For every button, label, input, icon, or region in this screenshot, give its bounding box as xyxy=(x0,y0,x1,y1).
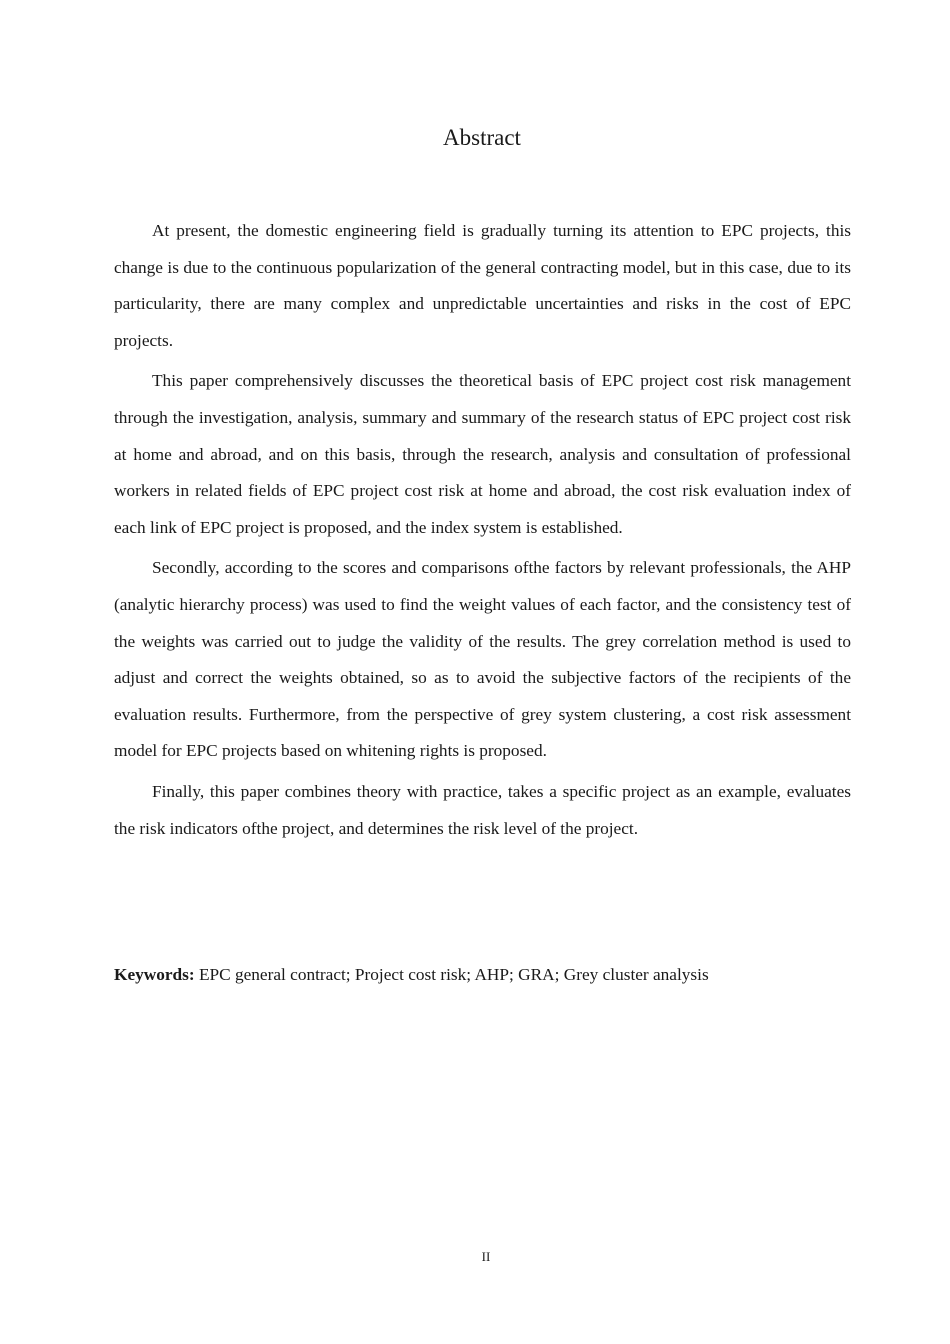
page-number: II xyxy=(481,1249,491,1264)
abstract-paragraph-1: At present, the domestic engineering field is gradually turning its attention to EPC projects, this change is due to the continuous popularization of the general contracting model, but in this case, due to its particularity, there are many complex and unpredictable uncertainties and risks in the cost of EPC projects. xyxy=(114,221,851,350)
abstract-title: Abstract xyxy=(443,125,521,150)
abstract-paragraph-3: Secondly, according to the scores and comparisons ofthe factors by relevant professionals, the AHP (analytic hierarchy process) was used to find the weight values of each factor, and the consistency test of the weights was carried out to judge the validity of the results. The grey correlation method is used to adjust and correct the weights obtained, so as to avoid the subjective factors of the recipients of the evaluation results. Furthermore, from the perspective of grey system clustering, a cost risk assessment model for EPC projects based on whitening rights is proposed. xyxy=(114,558,851,761)
abstract-paragraph-2: This paper comprehensively discusses the theoretical basis of EPC project cost risk management through the investigation, analysis, summary and summary of the research status of EPC project cost risk at home and abroad, and on this basis, through the research, analysis and consultation of professional workers in related fields of EPC project cost risk at home and abroad, the cost risk evaluation index of each link of EPC project is proposed, and the index system is established. xyxy=(114,371,851,537)
keywords-text: EPC general contract; Project cost risk; AHP; GRA; Grey cluster analysis xyxy=(198,965,709,984)
abstract-body xyxy=(114,213,851,851)
abstract-paragraph-4: Finally, this paper combines theory with practice, takes a specific project as an example, evaluates the risk indicators ofthe project, and determines the risk level of the project. xyxy=(114,781,851,838)
keywords-label: Keywords: xyxy=(114,965,195,984)
keywords-line xyxy=(114,961,851,989)
